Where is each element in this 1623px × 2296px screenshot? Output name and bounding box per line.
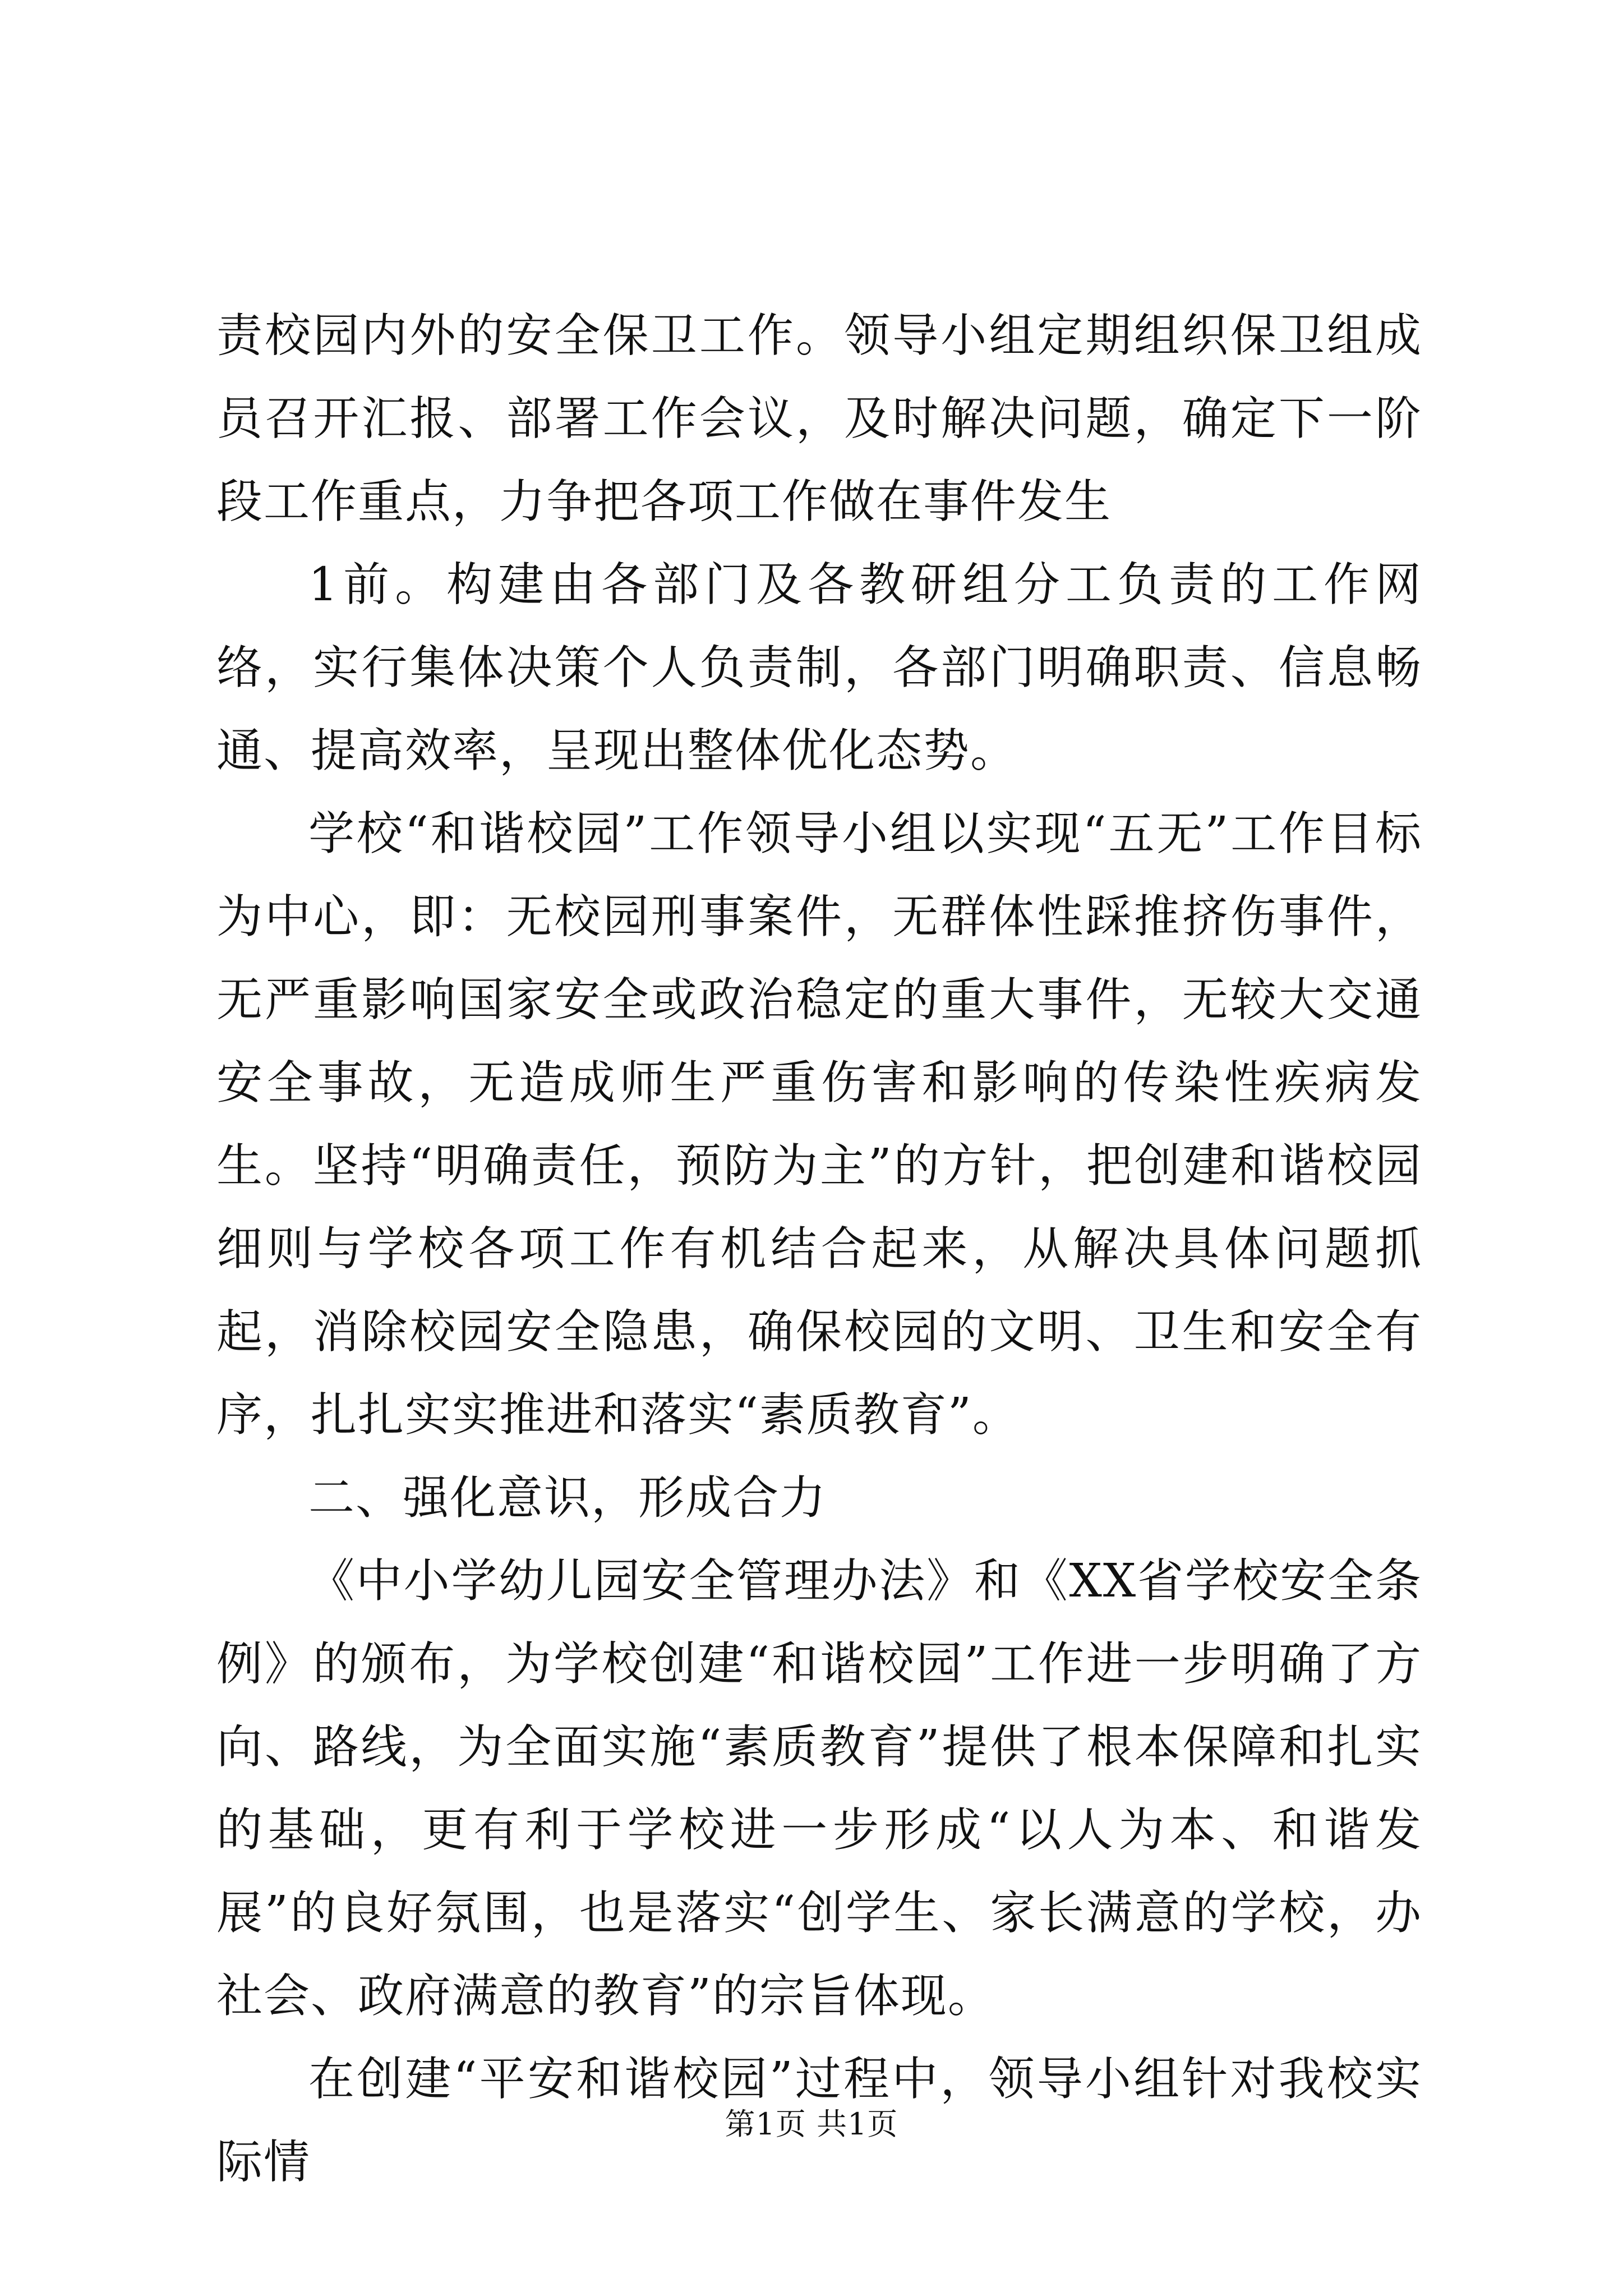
page-footer: 第1页 共1页 — [725, 2106, 898, 2142]
paragraph-4: 《中小学幼儿园安全管理办法》和《XX省学校安全条例》的颁布，为学校创建“和谐校园”工作进一步明确了方向、路线，为全面实施“素质教育”提供了根本保障和扎实的基础，更有利于学校进一步形成“以人为本、和谐发展”的良好氛围，也是落实“创学生、家长满意的学校，办社会、政府满意的教育”的宗旨体现。 — [216, 1554, 1422, 2023]
paragraph-2: 1前。构建由各部门及各教研组分工负责的工作网络，实行集体决策个人负责制，各部门明确职责、信息畅通、提高效率，呈现出整体优化态势。 — [216, 558, 1422, 777]
paragraph-1: 责校园内外的安全保卫工作。领导小组定期组织保卫组成员召开汇报、部署工作会议，及时解决问题，确定下一阶段工作重点，力争把各项工作做在事件发生 — [216, 309, 1422, 528]
paragraph-3: 学校“和谐校园”工作领导小组以实现“五无”工作目标为中心，即：无校园刑事案件，无群体性踩推挤伤事件，无严重影响国家安全或政治稳定的重大事件，无较大交通安全事故，无造成师生严重伤害和影响的传染性疾病发生。坚持“明确责任，预防为主”的方针，把创建和谐校园细则与学校各项工作有机结合起来，从解决具体问题抓起，消除校园安全隐患，确保校园的文明、卫生和安全有序，扎扎实实推进和落实“素质教育”。 — [216, 807, 1422, 1442]
document-body — [216, 295, 1422, 2204]
section-heading: 二、强化意识，形成合力 — [308, 1471, 827, 1525]
paragraph-5: 在创建“平安和谐校园”过程中，领导小组针对我校实际情 — [216, 2053, 1422, 2189]
